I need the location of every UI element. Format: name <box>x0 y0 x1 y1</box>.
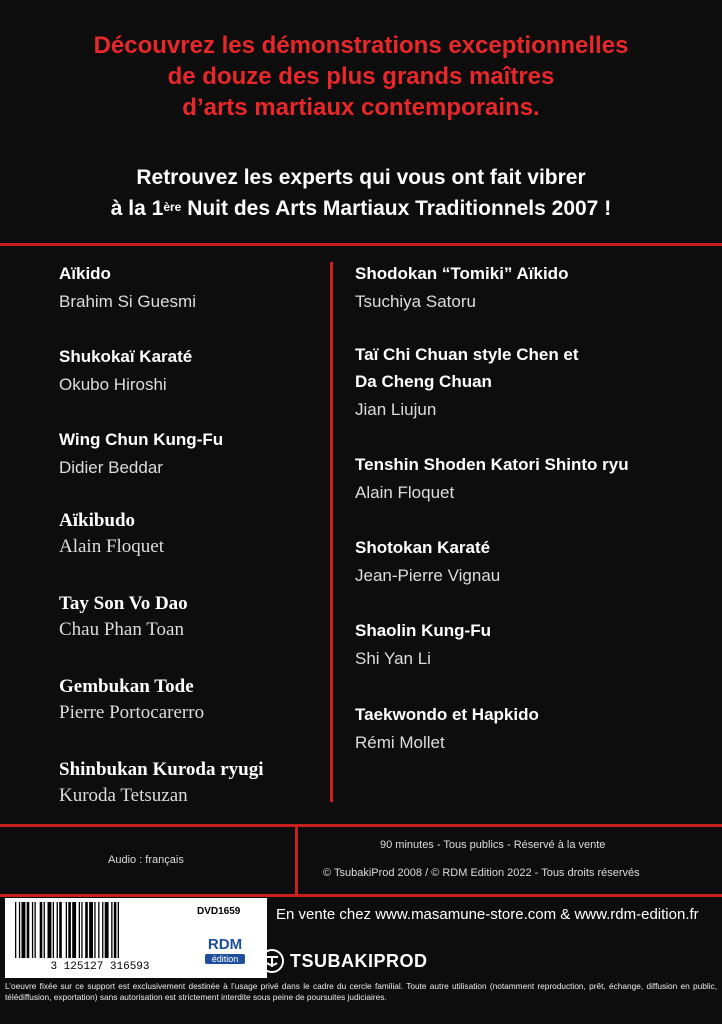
list-item <box>59 759 264 807</box>
master-name: Shi Yan Li <box>355 649 431 668</box>
headline <box>0 30 722 123</box>
master-name: Alain Floquet <box>355 483 455 502</box>
barcode-bar <box>57 902 58 958</box>
master-name: Pierre Portocarerro <box>59 702 205 723</box>
info-top-divider <box>0 824 722 827</box>
barcode-bar <box>105 902 109 958</box>
discipline-title: Shodokan “Tomiki” Aïkido <box>355 264 569 283</box>
barcode-bar <box>81 902 82 958</box>
discipline-title: Taekwondo et Hapkido <box>355 705 539 724</box>
discipline-title: Shukokaï Karaté <box>59 347 193 366</box>
barcode-bar <box>72 902 76 958</box>
rdm-logo <box>205 936 245 964</box>
headline-line-2: de douze des plus grands maîtres <box>167 63 555 90</box>
subheadline-text: Nuit des Arts Martiaux Traditionnels 2007 ! <box>181 197 612 220</box>
list-item <box>59 430 223 478</box>
list-item <box>355 538 500 586</box>
discipline-title-line-2: Da Cheng Chuan <box>355 372 492 391</box>
list-item <box>59 347 192 395</box>
barcode-bar <box>35 902 36 958</box>
sale-info: En vente chez www.masamune-store.com & www.rdm-edition.fr <box>276 906 699 923</box>
headline-line-3: d’arts martiaux contemporains. <box>182 94 540 121</box>
subheadline-text: à la 1 <box>110 197 164 220</box>
barcode-bar <box>102 902 103 958</box>
tsubakiprod-wordmark: TSUBAKIPROD <box>290 951 428 971</box>
duration-info: 90 minutes - Tous publics - Réservé à la vente <box>380 839 606 851</box>
master-name: Didier Beddar <box>59 458 163 477</box>
master-name: Chau Phan Toan <box>59 619 184 640</box>
top-divider <box>0 243 722 246</box>
master-name: Tsuchiya Satoru <box>355 292 476 311</box>
list-item <box>355 264 568 312</box>
subheadline-line-2 <box>0 193 722 224</box>
barcode-bar <box>48 902 52 958</box>
list-item <box>59 510 164 558</box>
barcode-bar <box>66 902 67 958</box>
list-item <box>355 345 579 420</box>
master-name: Jian Liujun <box>355 400 437 419</box>
master-name: Alain Floquet <box>59 536 165 557</box>
info-bottom-divider <box>0 894 722 897</box>
barcode-bar <box>44 902 45 958</box>
barcode-bar <box>59 902 62 958</box>
audio-language: Audio : français <box>108 854 184 866</box>
rdm-logo-subtext: édition <box>205 954 245 964</box>
discipline-title: Gembukan Tode <box>59 676 194 697</box>
subheadline-line-1: Retrouvez les experts qui vous ont fait vibrer <box>136 166 586 189</box>
legal-notice: L’oeuvre fixée sur ce support est exclusivement destinée à l’usage privé dans le cadre du cercle familial. Toute autre utilisation (notamment reproduction, prêt, échange, diffusion en public, télédiffusion, exportation) sans autorisation est strictement interdite sous peine de poursuites judiciaires. <box>5 981 717 1002</box>
copyright-info: © TsubakiProd 2008 / © RDM Edition 2022 - Tous droits réservés <box>323 867 640 879</box>
barcode-bar <box>85 902 88 958</box>
barcode-bar <box>19 902 20 958</box>
barcode-bar <box>53 902 54 958</box>
discipline-title: Shinbukan Kuroda ryugi <box>59 759 264 780</box>
barcode-bar <box>40 902 43 958</box>
list-item <box>355 455 629 503</box>
list-item <box>59 676 204 724</box>
discipline-title: Wing Chun Kung-Fu <box>59 430 224 449</box>
barcode-bar <box>27 902 30 958</box>
barcode-bar <box>118 902 119 958</box>
discipline-title: Aïkibudo <box>59 510 136 531</box>
discipline-title: Shaolin Kung-Fu <box>355 621 491 640</box>
list-item <box>355 705 539 753</box>
barcode-bar <box>32 902 33 958</box>
barcode-bar <box>89 902 93 958</box>
discipline-title: Shotokan Karaté <box>355 538 491 557</box>
barcode-bar <box>22 902 26 958</box>
headline-line-1: Découvrez les démonstrations exceptionnelles <box>93 32 629 59</box>
list-item <box>59 264 196 312</box>
list-item <box>355 621 491 669</box>
barcode-bar <box>98 902 99 958</box>
discipline-title: Tenshin Shoden Katori Shinto ryu <box>355 455 629 474</box>
rdm-logo-text: RDM <box>207 936 243 953</box>
master-name: Jean-Pierre Vignau <box>355 566 501 585</box>
barcode-bar <box>94 902 95 958</box>
product-code: DVD1659 <box>197 906 241 917</box>
barcode-panel <box>5 898 267 978</box>
master-name: Okubo Hiroshi <box>59 375 167 394</box>
master-name: Brahim Si Guesmi <box>59 292 196 311</box>
barcode-bar <box>111 902 112 958</box>
discipline-title: Tay Son Vo Dao <box>59 593 188 614</box>
barcode-bar <box>15 902 16 958</box>
master-name: Kuroda Tetsuzan <box>59 785 188 806</box>
ordinal-suffix: ère <box>163 200 182 214</box>
barcode-bar <box>68 902 71 958</box>
barcode-bar <box>114 902 117 958</box>
master-name: Rémi Mollet <box>355 733 445 752</box>
barcode <box>11 902 191 958</box>
barcode-bar <box>79 902 80 958</box>
barcode-number: 3 125127 316593 <box>50 961 150 973</box>
discipline-title: Aïkido <box>59 264 111 283</box>
subheadline <box>0 162 722 224</box>
info-divider <box>295 827 298 896</box>
discipline-title: Taï Chi Chuan style Chen et <box>355 345 579 364</box>
tsubaki-emblem-icon <box>258 948 288 974</box>
column-divider <box>330 262 333 802</box>
list-item <box>59 593 188 641</box>
